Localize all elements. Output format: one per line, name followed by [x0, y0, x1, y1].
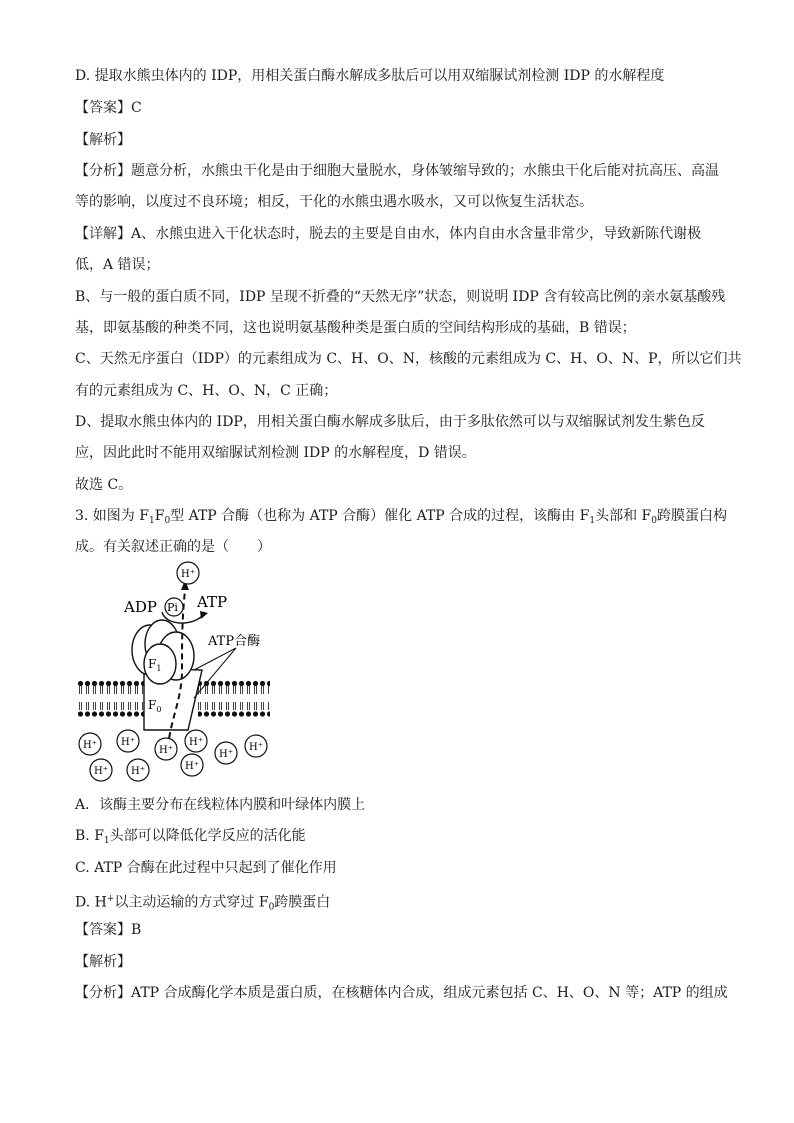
option-d-text: D. 提取水熊虫体内的 IDP，用相关蛋白酶水解成多肽后可以用双缩脲试剂检测 IDP 的水解程度 [75, 68, 665, 84]
enzyme-pointer [194, 648, 236, 670]
question-3-stem-line-1 [75, 506, 727, 531]
q3-fenxi-line-1 [75, 983, 728, 1003]
fenxi-text: ATP 合成酶化学本质是蛋白质，在核糖体内合成，组成元素包括 C、H、O、N 等；ATP 的组成 [131, 985, 728, 1001]
stem-part: 跨膜蛋白构 [656, 508, 727, 524]
q3-analysis-tag: 【解析】 [75, 954, 131, 970]
atp-synthase-figure [70, 560, 290, 785]
xiangjie-c-line-1: C、天然无序蛋白（IDP）的元素组成为 C、H、O、N，核酸的元素组成为 C、H、O、N、P，所以它们共 [75, 351, 742, 367]
svg-text:H⁺: H⁺ [249, 742, 263, 753]
option-b-part: 头部可以降低化学反应的活化能 [109, 828, 306, 844]
h-ion [90, 759, 112, 781]
xiangjie-c-line-2: 有的元素组成为 C、H、O、N，C 正确； [75, 383, 338, 399]
fenxi-tag: 【分析】 [75, 163, 131, 179]
conclusion: 故选 C。 [75, 477, 133, 493]
stem-part: 3. 如图为 F [75, 508, 149, 524]
h-ion [245, 735, 267, 757]
stem-sub: 1 [148, 516, 155, 526]
option-c: C. ATP 合酶在此过程中只起到了催化作用 [75, 860, 337, 876]
fenxi-tag: 【分析】 [75, 985, 131, 1001]
atp-label: ATP [197, 593, 228, 611]
stem-part: F [154, 508, 165, 524]
stem-sub: 0 [164, 516, 171, 526]
f1-label: $F_1$ [148, 657, 162, 673]
h-ion [117, 730, 139, 752]
q3-answer-line [75, 920, 141, 940]
analysis-tag: 【解析】 [75, 132, 131, 148]
option-d-part: 以主动运输的方式穿过 F [114, 894, 269, 911]
answer-line [75, 98, 142, 118]
option-b [75, 826, 306, 851]
svg-text:H⁺: H⁺ [159, 745, 173, 756]
xiangjie-a-line-1 [75, 224, 701, 244]
pi-label: Pi [167, 601, 178, 614]
stem-sub: 0 [651, 516, 657, 526]
option-d-sub: 0 [268, 902, 275, 913]
fenxi-line-1 [75, 161, 719, 181]
xiangjie-d-line-2: 应，因此此时不能用双缩脲试剂检测 IDP 的水解程度，D 错误。 [75, 445, 476, 461]
fenxi-line-2: 等的影响，以度过不良环境；相反，干化的水熊虫遇水吸水，又可以恢复生活状态。 [75, 194, 593, 210]
svg-text:H⁺: H⁺ [94, 766, 108, 777]
svg-text:H⁺: H⁺ [219, 749, 233, 760]
option-d-part: D. H [75, 894, 107, 911]
stem-sub: 1 [589, 516, 596, 526]
stem-part: 头部和 F [595, 508, 652, 524]
svg-text:H⁺: H⁺ [83, 740, 97, 751]
option-b-sub: 1 [103, 836, 110, 846]
membrane-left [78, 678, 146, 718]
h-ion [155, 738, 177, 760]
svg-text:H⁺: H⁺ [185, 761, 199, 772]
svg-text:H⁺: H⁺ [131, 766, 145, 777]
h-ion [185, 730, 207, 752]
answer-value: B [131, 922, 142, 938]
option-d-part: 跨膜蛋白 [274, 894, 331, 911]
answer-value: C [131, 100, 142, 116]
answer-tag: 【答案】 [75, 100, 131, 116]
h-ion [79, 733, 101, 755]
xiangjie-b-line-1: B、与一般的蛋白质不同，IDP 呈现不折叠的“天然无序”状态，则说明 IDP 含有较高比例的亲水氨基酸残 [75, 289, 726, 305]
option-b-part: B. F [75, 828, 104, 844]
xiangjie-a-text: A、水熊虫进入干化状态时，脱去的主要是自由水，体内自由水含量非常少，导致新陈代谢极 [131, 226, 702, 242]
enzyme-label: ATP合酶 [208, 634, 261, 649]
f0-label: $F_0$ [148, 698, 162, 714]
xiangjie-a-line-2: 低，A 错误； [75, 257, 160, 273]
answer-tag: 【答案】 [75, 922, 131, 938]
svg-text:H⁺: H⁺ [189, 737, 203, 748]
svg-text:H⁺: H⁺ [121, 737, 135, 748]
h-ion [181, 754, 203, 776]
xiangjie-tag: 【详解】 [75, 226, 131, 242]
stem-part: 型 ATP 合酶（也称为 ATP 合酶）催化 ATP 合成的过程，该酶由 F [170, 508, 590, 524]
membrane-right [198, 678, 270, 718]
h-ion [127, 759, 149, 781]
fenxi-text: 题意分析，水熊虫干化是由于细胞大量脱水，身体皱缩导致的；水熊虫干化后能对抗高压、高温 [131, 163, 719, 179]
h-ion-top-label: H⁺ [181, 569, 195, 580]
option-d [75, 889, 330, 918]
question-3-stem-line-2: 成。有关叙述正确的是（ ） [75, 539, 271, 555]
adp-label: ADP [124, 598, 157, 616]
xiangjie-b-line-2: 基，即氨基酸的种类不同，这也说明氨基酸种类是蛋白质的空间结构形成的基础，B 错误； [75, 320, 636, 336]
h-ion [215, 742, 237, 764]
xiangjie-d-line-1: D、提取水熊虫体内的 IDP，用相关蛋白酶水解成多肽后，由于多肽依然可以与双缩脲试剂发生紫色反 [75, 414, 705, 430]
option-d-sup: + [106, 894, 115, 904]
option-a: A．该酶主要分布在线粒体内膜和叶绿体内膜上 [75, 797, 366, 813]
reaction-arrow-head-icon [200, 611, 208, 619]
